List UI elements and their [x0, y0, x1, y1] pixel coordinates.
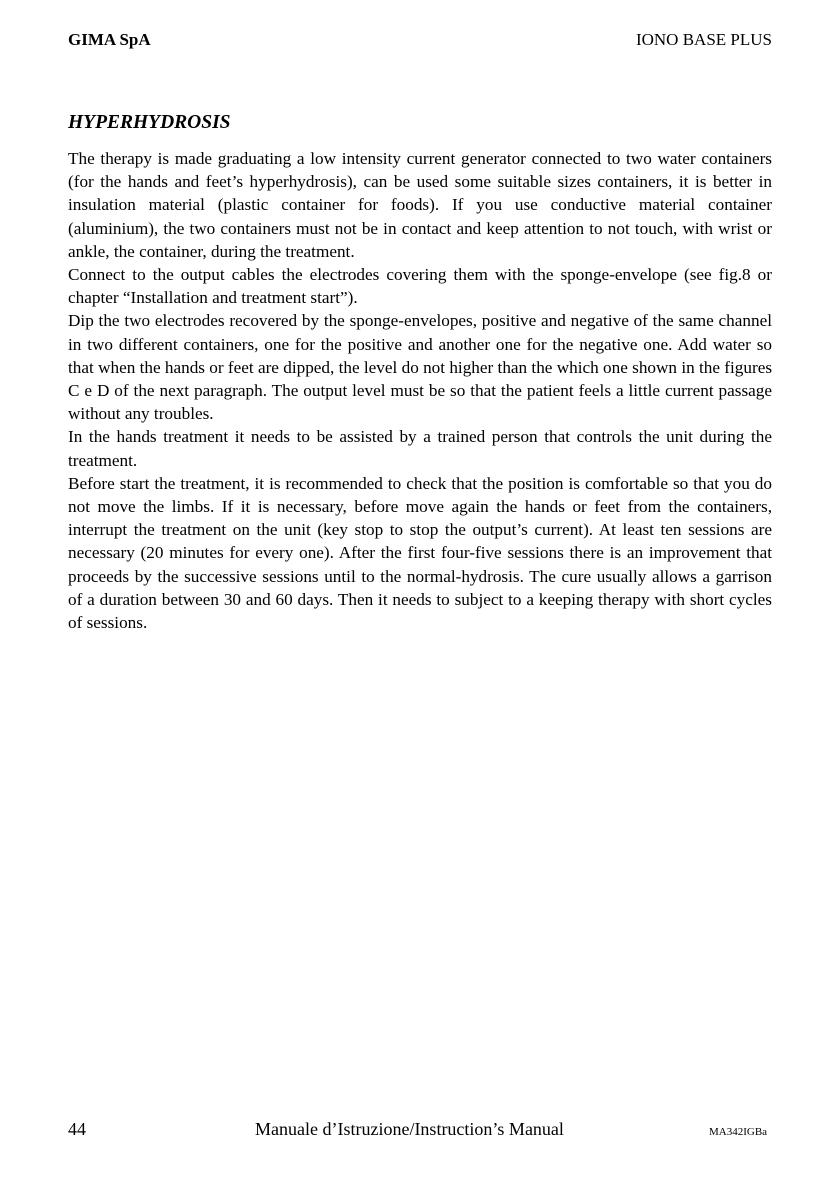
section-body: [68, 147, 772, 634]
footer-manual-title: Manuale d’Istruzione/Instruction’s Manual: [255, 1119, 564, 1139]
section-title: HYPERHYDROSIS: [68, 112, 231, 133]
paragraph: Before start the treatment, it is recommended to check that the position is comfortable so that you do not move the limbs. If it is necessary, before move again the hands or feet from the containers, interrupt the treatment on the unit (key stop to stop the output’s current). At least ten sessions are necessary (20 minutes for every one). After the first four-five sessions there is an improvement that proceeds by the successive sessions until to the normal-hydrosis. The cure usually allows a garrison of a duration between 30 and 60 days. Then it needs to subject to a keeping therapy with short cycles of sessions.: [68, 473, 772, 633]
paragraph: Dip the two electrodes recovered by the sponge-envelopes, positive and negative of the same channel in two different containers, one for the positive and another one for the negative one. Add water so that when the hands or feet are dipped, the level do not higher than the which one shown in the figures C e D of the next paragraph. The output level must be so that the patient feels a little current passage without any troubles.: [68, 311, 773, 424]
paragraph: Connect to the output cables the electrodes covering them with the sponge-envelope (see fig.8 or chapter “Installation and treatment start”).: [68, 265, 772, 308]
paragraph: The therapy is made graduating a low intensity current generator connected to two water containers (for the hands and feet’s hyperhydrosis), can be used some suitable sizes containers, it is better in insulation material (plastic container for foods). If you use conductive material container (aluminium), the two containers must not be in contact and keep attention to not touch, with wrist or ankle, the container, during the treatment.: [68, 149, 772, 261]
page-number: 44: [68, 1119, 86, 1139]
header-company: GIMA SpA: [68, 30, 151, 49]
paragraph: In the hands treatment it needs to be assisted by a trained person that controls the unit during the treatment.: [68, 427, 772, 470]
header-product: IONO BASE PLUS: [635, 30, 772, 49]
footer-doc-code: MA342IGBa: [709, 1126, 768, 1138]
